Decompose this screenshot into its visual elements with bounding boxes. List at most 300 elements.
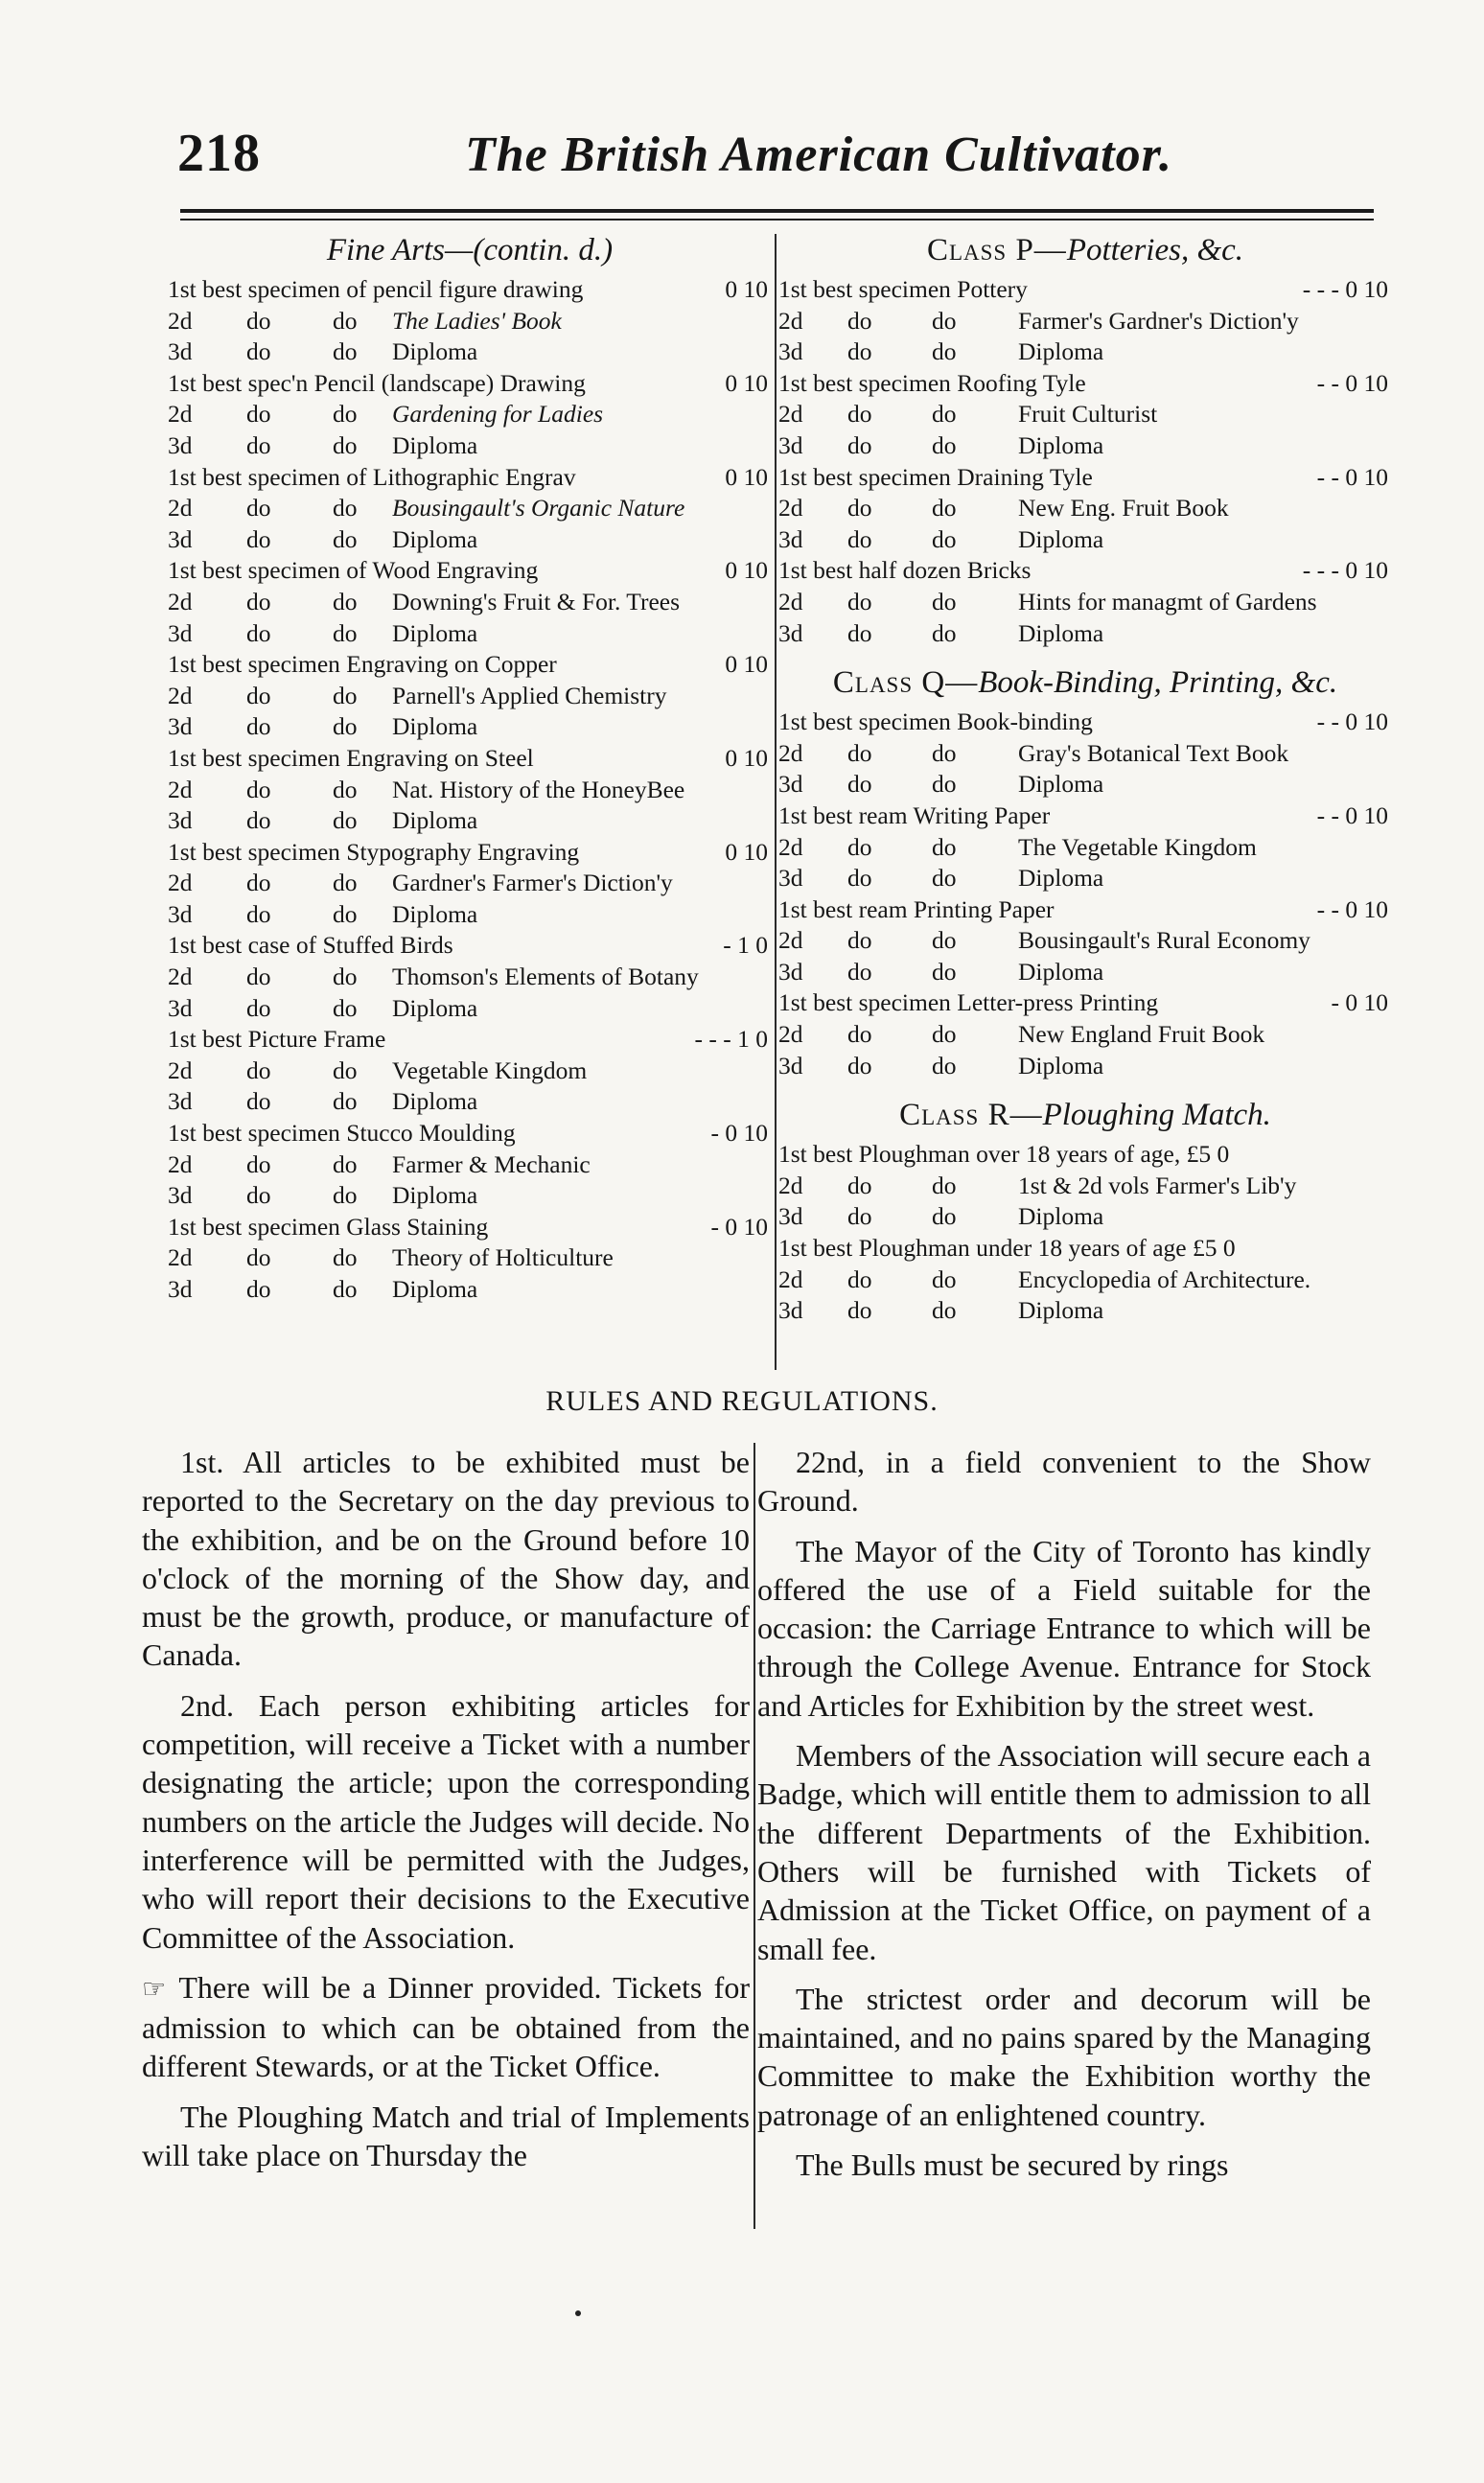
ditto-mark: do — [246, 1243, 271, 1272]
prize-rank: 2d — [168, 587, 193, 615]
prize-amount: - 0 10 — [710, 1119, 768, 1148]
prize-row — [168, 1024, 772, 1056]
prize-row — [778, 462, 1392, 494]
rule-paragraph: 22nd, in a field convenient to the Show Ground. — [757, 1445, 1371, 1519]
prize-row — [168, 711, 772, 743]
prize-item: Diploma — [1018, 430, 1104, 459]
prize-row — [168, 1212, 772, 1243]
class-name: Potteries, &c. — [1066, 233, 1244, 267]
prize-rank: 3d — [778, 1296, 803, 1325]
prize-row — [168, 1242, 772, 1274]
prize-row — [778, 1295, 1392, 1327]
prize-amount: - 0 10 — [710, 1212, 768, 1241]
prize-description: 1st best Ploughman over 18 years of age, £5 0 — [778, 1140, 1230, 1169]
prize-item: Diploma — [1018, 337, 1104, 366]
prize-description: 1st best spec'n Pencil (landscape) Drawing — [168, 368, 586, 397]
prize-item: The Ladies' Book — [392, 306, 562, 335]
ditto-mark: do — [932, 587, 957, 615]
prize-amount: 0 10 — [725, 837, 768, 866]
prize-rank: 3d — [778, 864, 803, 893]
prize-row — [168, 1118, 772, 1149]
prize-row — [168, 837, 772, 869]
ditto-mark: do — [246, 869, 271, 897]
ditto-mark: do — [333, 1181, 358, 1210]
rules-right-column — [757, 1443, 1371, 2195]
prize-rank: 2d — [168, 1243, 193, 1272]
ditto-mark: do — [333, 337, 358, 366]
prize-row — [778, 1019, 1392, 1051]
prize-rank: 2d — [168, 1149, 193, 1178]
prize-row — [778, 587, 1392, 618]
ditto-mark: do — [246, 337, 271, 366]
prize-rank: 3d — [168, 899, 193, 928]
section-gap — [778, 649, 1392, 662]
ditto-mark: do — [246, 993, 271, 1022]
prize-item: Diploma — [392, 993, 478, 1022]
prize-rank: 3d — [778, 770, 803, 799]
prize-amount: 0 10 — [725, 743, 768, 772]
prize-rank: 2d — [168, 1056, 193, 1084]
prize-rank: 2d — [778, 587, 803, 615]
class-name: Book-Binding, Printing, &c. — [978, 665, 1338, 701]
prize-row — [778, 1265, 1392, 1296]
prize-list — [778, 707, 1392, 1081]
ditto-mark: do — [847, 400, 872, 429]
rule-paragraph: The Mayor of the City of Toronto has kindly offered the use of a Field suitable for the occasion: the Carriage Entrance to which will be through the College Avenue. Entrance for Stock and Articles for Exhibition by the street west. — [757, 1533, 1371, 1723]
prize-description: 1st best specimen Stucco Moulding — [168, 1119, 516, 1148]
prize-item: Diploma — [1018, 618, 1104, 647]
prize-item: Diploma — [1018, 957, 1104, 986]
ditto-mark: do — [932, 400, 957, 429]
prize-row — [168, 649, 772, 681]
rules-column-divider — [754, 1443, 755, 2229]
prize-item: Gardner's Farmer's Diction'y — [392, 869, 673, 897]
prize-item: Diploma — [392, 337, 478, 366]
prize-row — [778, 894, 1392, 926]
prize-rank: 2d — [168, 494, 193, 522]
ditto-mark: do — [333, 775, 358, 803]
prize-row — [168, 1086, 772, 1118]
ditto-mark: do — [932, 1296, 957, 1325]
prize-item: Diploma — [392, 1275, 478, 1303]
prize-rank: 3d — [168, 1087, 193, 1116]
prize-rank: 2d — [778, 1020, 803, 1049]
prize-amount: - - - 1 0 — [694, 1025, 768, 1054]
prize-row — [778, 801, 1392, 832]
prize-row — [778, 555, 1392, 587]
prize-row — [168, 993, 772, 1025]
ditto-mark: do — [246, 899, 271, 928]
prize-description: 1st best Picture Frame — [168, 1025, 386, 1054]
ditto-mark: do — [246, 1087, 271, 1116]
ditto-mark: do — [333, 1149, 358, 1178]
ditto-mark: do — [847, 770, 872, 799]
ditto-mark: do — [932, 926, 957, 955]
prize-row — [168, 524, 772, 556]
prize-item: Bousingault's Organic Nature — [392, 494, 685, 522]
prize-rank: 3d — [778, 524, 803, 553]
prize-description: 1st best specimen Letter-press Printing — [778, 988, 1159, 1017]
ditto-mark: do — [932, 1171, 957, 1199]
prize-rank: 3d — [168, 524, 193, 553]
prize-row — [168, 555, 772, 587]
prize-description: 1st best specimen Stypography Engraving — [168, 837, 580, 866]
section-gap — [778, 1081, 1392, 1095]
ditto-mark: do — [246, 1181, 271, 1210]
ditto-mark: do — [246, 524, 271, 553]
prize-description: 1st best ream Printing Paper — [778, 894, 1055, 923]
prize-rank: 2d — [778, 1171, 803, 1199]
ditto-mark: do — [932, 1265, 957, 1293]
ditto-mark: do — [847, 1296, 872, 1325]
prize-rank: 3d — [778, 618, 803, 647]
prize-row — [168, 1180, 772, 1212]
prize-item: Thomson's Elements of Botany — [392, 963, 699, 991]
prize-row — [168, 1056, 772, 1087]
ditto-mark: do — [333, 1243, 358, 1272]
prize-rank: 2d — [778, 400, 803, 429]
ditto-mark: do — [932, 430, 957, 459]
ditto-mark: do — [847, 1202, 872, 1231]
rule-paragraph: ☞ There will be a Dinner provided. Tickets for admission to which can be obtained from the different Stewards, or at the Ticket Office. — [142, 1969, 750, 2084]
prize-amount: 0 10 — [725, 275, 768, 303]
prize-list — [778, 274, 1392, 649]
ditto-mark: do — [932, 957, 957, 986]
ditto-mark: do — [932, 1202, 957, 1231]
ditto-mark: do — [847, 494, 872, 522]
prize-description: 1st best Ploughman under 18 years of age £5 0 — [778, 1234, 1236, 1263]
ditto-mark: do — [333, 1275, 358, 1303]
prize-amount: - - - 0 10 — [1302, 556, 1388, 585]
class-label: Class R— — [899, 1098, 1043, 1133]
prize-item: Gray's Botanical Text Book — [1018, 738, 1289, 767]
prize-item: Diploma — [392, 899, 478, 928]
prize-item: Theory of Holticulture — [392, 1243, 614, 1272]
ditto-mark: do — [847, 524, 872, 553]
prize-row — [168, 805, 772, 837]
prize-item: Diploma — [1018, 524, 1104, 553]
prize-row — [168, 930, 772, 962]
prize-row — [778, 957, 1392, 988]
prize-row — [778, 399, 1392, 430]
prize-row — [778, 1201, 1392, 1233]
prize-item: New England Fruit Book — [1018, 1020, 1265, 1049]
prize-row — [168, 399, 772, 430]
rule-paragraph: The Ploughing Match and trial of Implements will take place on Thursday the — [142, 2099, 750, 2173]
prize-row — [778, 368, 1392, 400]
prize-item: Diploma — [392, 618, 478, 647]
prize-amount: 0 10 — [725, 556, 768, 585]
prize-rank: 2d — [168, 963, 193, 991]
prize-row — [168, 1149, 772, 1181]
prize-row — [778, 1051, 1392, 1082]
ditto-mark: do — [246, 775, 271, 803]
prize-rank: 3d — [168, 1275, 193, 1303]
prize-item: Diploma — [392, 430, 478, 459]
prize-row — [168, 336, 772, 368]
ditto-mark: do — [246, 1149, 271, 1178]
right-prize-column — [778, 230, 1392, 1327]
prize-row — [168, 743, 772, 775]
prize-row — [168, 681, 772, 712]
class-head — [778, 662, 1392, 707]
class-head — [778, 230, 1392, 274]
prize-item: Diploma — [1018, 770, 1104, 799]
prize-item: Encyclopedia of Architecture. — [1018, 1265, 1311, 1293]
prize-row — [778, 1139, 1392, 1171]
prize-rank: 2d — [168, 400, 193, 429]
prize-row — [168, 868, 772, 899]
prize-row — [778, 1171, 1392, 1202]
ditto-mark: do — [847, 337, 872, 366]
prize-row — [778, 524, 1392, 556]
prize-list — [778, 1139, 1392, 1327]
ditto-mark: do — [246, 681, 271, 709]
prize-item: Downing's Fruit & For. Trees — [392, 587, 681, 615]
ditto-mark: do — [246, 400, 271, 429]
class-head-fine-arts: Fine Arts—(contin. d.) — [326, 233, 614, 267]
ditto-mark: do — [246, 1056, 271, 1084]
prize-row — [778, 987, 1392, 1019]
ditto-mark: do — [847, 864, 872, 893]
header-rule-thin — [180, 219, 1374, 220]
ditto-mark: do — [246, 806, 271, 835]
rule-paragraph: The Bulls must be secured by rings — [796, 2147, 1229, 2183]
prize-rank: 2d — [778, 926, 803, 955]
prize-description: 1st best specimen Engraving on Copper — [168, 650, 557, 679]
prize-rank: 2d — [778, 1265, 803, 1293]
ditto-mark: do — [333, 430, 358, 459]
ditto-mark: do — [333, 400, 358, 429]
prize-rank: 3d — [168, 806, 193, 835]
prize-item: Fruit Culturist — [1018, 400, 1158, 429]
prize-list-fine-arts — [168, 274, 772, 1306]
prize-amount: - - - 0 10 — [1302, 275, 1388, 303]
ditto-mark: do — [333, 993, 358, 1022]
prize-description: 1st best specimen Engraving on Steel — [168, 743, 534, 772]
prize-row — [168, 306, 772, 337]
ditto-mark: do — [333, 494, 358, 522]
ditto-mark: do — [847, 1171, 872, 1199]
prize-row — [778, 336, 1392, 368]
prize-rank: 2d — [168, 869, 193, 897]
prize-description: 1st best specimen of pencil figure drawing — [168, 275, 584, 303]
print-speck — [575, 2310, 581, 2316]
prize-description: 1st best specimen Draining Tyle — [778, 462, 1093, 491]
prize-item: Vegetable Kingdom — [392, 1056, 588, 1084]
ditto-mark: do — [246, 494, 271, 522]
prize-description: 1st best specimen Book-binding — [778, 708, 1093, 736]
prize-rank: 3d — [168, 1181, 193, 1210]
prize-description: 1st best ream Writing Paper — [778, 801, 1051, 829]
ditto-mark: do — [246, 712, 271, 741]
ditto-mark: do — [932, 618, 957, 647]
class-head — [778, 1095, 1392, 1139]
prize-description: 1st best case of Stuffed Birds — [168, 931, 453, 960]
prize-row — [168, 962, 772, 993]
ditto-mark: do — [847, 832, 872, 861]
running-head — [177, 123, 1376, 203]
prize-rank: 2d — [168, 306, 193, 335]
ditto-mark: do — [932, 494, 957, 522]
ditto-mark: do — [333, 681, 358, 709]
prize-item: Diploma — [1018, 1296, 1104, 1325]
prize-rank: 3d — [168, 712, 193, 741]
journal-title: The British American Cultivator. — [465, 128, 1172, 182]
prize-rank: 3d — [168, 430, 193, 459]
rule-paragraph: The strictest order and decorum will be maintained, and no pains spared by the Managing Committee to make the Exhibition worthy the patronage of an enlightened country. — [757, 1981, 1371, 2132]
class-label: Class P— — [926, 233, 1067, 267]
prize-amount: 0 10 — [725, 650, 768, 679]
prize-rank: 2d — [168, 681, 193, 709]
ditto-mark: do — [847, 587, 872, 615]
prize-rank: 3d — [778, 957, 803, 986]
prize-item: Gardening for Ladies — [392, 400, 604, 429]
column-divider — [775, 234, 777, 1370]
prize-item: The Vegetable Kingdom — [1018, 832, 1257, 861]
rule-paragraph: 2nd. Each person exhibiting articles for competition, will receive a Ticket with a number designating the article; upon the corresponding numbers on the article the Judges will decide. No interference will be permitted with the Judges, who will report their decisions to the Executive Committee of the Association. — [142, 1687, 750, 1955]
ditto-mark: do — [333, 618, 358, 647]
prize-amount: - - 0 10 — [1316, 708, 1388, 736]
ditto-mark: do — [932, 1020, 957, 1049]
prize-amount: 0 10 — [725, 368, 768, 397]
prize-row — [778, 925, 1392, 957]
prize-item: Nat. History of the HoneyBee — [392, 775, 685, 803]
prize-row — [778, 707, 1392, 738]
ditto-mark: do — [246, 963, 271, 991]
prize-rank: 3d — [778, 1051, 803, 1079]
prize-item: Hints for managmt of Gardens — [1018, 587, 1317, 615]
ditto-mark: do — [847, 926, 872, 955]
prize-row — [168, 1274, 772, 1306]
prize-row — [168, 368, 772, 400]
prize-item: Farmer & Mechanic — [392, 1149, 591, 1178]
prize-row — [168, 493, 772, 524]
prize-item: Parnell's Applied Chemistry — [392, 681, 667, 709]
prize-item: 1st & 2d vols Farmer's Lib'y — [1018, 1171, 1297, 1199]
prize-amount: - 0 10 — [1331, 988, 1388, 1017]
ditto-mark: do — [333, 1087, 358, 1116]
prize-rank: 3d — [168, 618, 193, 647]
prize-row — [778, 738, 1392, 770]
prize-row — [168, 587, 772, 618]
ditto-mark: do — [847, 957, 872, 986]
prize-row — [778, 1233, 1392, 1265]
ditto-mark: do — [333, 869, 358, 897]
ditto-mark: do — [932, 832, 957, 861]
ditto-mark: do — [246, 587, 271, 615]
prize-description: 1st best specimen Roofing Tyle — [778, 368, 1086, 397]
ditto-mark: do — [847, 430, 872, 459]
rule-paragraph: 1st. All articles to be exhibited must be reported to the Secretary on the day previous to the exhibition, and be on the Ground before 10 o'clock of the morning of the Show day, and must be the growth, produce, or manufacture of Canada. — [142, 1445, 750, 1673]
prize-row — [168, 775, 772, 806]
prize-amount: - - 0 10 — [1316, 368, 1388, 397]
prize-row — [778, 274, 1392, 306]
prize-item: Bousingault's Rural Economy — [1018, 926, 1310, 955]
ditto-mark: do — [932, 306, 957, 335]
prize-rank: 2d — [778, 738, 803, 767]
rules-title: RULES AND REGULATIONS. — [545, 1385, 939, 1417]
prize-item: Diploma — [1018, 1202, 1104, 1231]
prize-rank: 2d — [778, 832, 803, 861]
ditto-mark: do — [847, 306, 872, 335]
prize-item: Farmer's Gardner's Diction'y — [1018, 306, 1299, 335]
class-label: Class Q— — [832, 665, 979, 701]
ditto-mark: do — [932, 738, 957, 767]
prize-rank: 3d — [168, 993, 193, 1022]
rule-paragraph: Members of the Association will secure each a Badge, which will entitle them to admission to all the different Departments of the Exhibition. Others will be furnished with Tickets of Admission at the Ticket Office, on payment of a small fee. — [757, 1738, 1371, 1966]
prize-description: 1st best specimen of Lithographic Engrav — [168, 462, 576, 491]
prize-amount: - 1 0 — [723, 931, 768, 960]
prize-row — [778, 769, 1392, 801]
prize-row — [778, 618, 1392, 650]
ditto-mark: do — [333, 899, 358, 928]
prize-item: Diploma — [1018, 1051, 1104, 1079]
prize-rank: 3d — [778, 337, 803, 366]
left-prize-column — [168, 230, 772, 1306]
ditto-mark: do — [333, 963, 358, 991]
prize-row — [168, 618, 772, 650]
ditto-mark: do — [847, 738, 872, 767]
ditto-mark: do — [932, 337, 957, 366]
ditto-mark: do — [932, 524, 957, 553]
pointing-hand-icon: ☞ — [142, 1972, 179, 2005]
ditto-mark: do — [246, 430, 271, 459]
prize-rank: 3d — [168, 337, 193, 366]
ditto-mark: do — [333, 524, 358, 553]
prize-row — [168, 274, 772, 306]
prize-description: 1st best specimen of Wood Engraving — [168, 556, 539, 585]
prize-rank: 3d — [778, 1202, 803, 1231]
prize-row — [168, 430, 772, 462]
prize-description: 1st best half dozen Bricks — [778, 556, 1032, 585]
page-number: 218 — [177, 124, 261, 183]
prize-item: Diploma — [1018, 864, 1104, 893]
ditto-mark: do — [333, 712, 358, 741]
header-rule-thick — [180, 209, 1374, 213]
prize-row — [778, 832, 1392, 864]
ditto-mark: do — [932, 770, 957, 799]
ditto-mark: do — [246, 1275, 271, 1303]
ditto-mark: do — [333, 1056, 358, 1084]
prize-item: New Eng. Fruit Book — [1018, 494, 1229, 522]
prize-amount: 0 10 — [725, 462, 768, 491]
prize-item: Diploma — [392, 1087, 478, 1116]
prize-rank: 3d — [778, 430, 803, 459]
ditto-mark: do — [246, 306, 271, 335]
prize-item: Diploma — [392, 524, 478, 553]
prize-item: Diploma — [392, 712, 478, 741]
ditto-mark: do — [333, 306, 358, 335]
prize-row — [778, 306, 1392, 337]
prize-row — [168, 462, 772, 494]
ditto-mark: do — [333, 587, 358, 615]
prize-rank: 2d — [778, 306, 803, 335]
rules-left-column — [142, 1443, 750, 2186]
prize-item: Diploma — [392, 1181, 478, 1210]
ditto-mark: do — [333, 806, 358, 835]
prize-rank: 2d — [778, 494, 803, 522]
prize-row — [778, 430, 1392, 462]
prize-amount: - - 0 10 — [1316, 462, 1388, 491]
class-name: Ploughing Match. — [1042, 1098, 1271, 1133]
prize-amount: - - 0 10 — [1316, 801, 1388, 829]
prize-row — [168, 899, 772, 931]
prize-row — [778, 863, 1392, 894]
ditto-mark: do — [847, 618, 872, 647]
prize-description: 1st best specimen Glass Staining — [168, 1212, 489, 1241]
ditto-mark: do — [847, 1051, 872, 1079]
